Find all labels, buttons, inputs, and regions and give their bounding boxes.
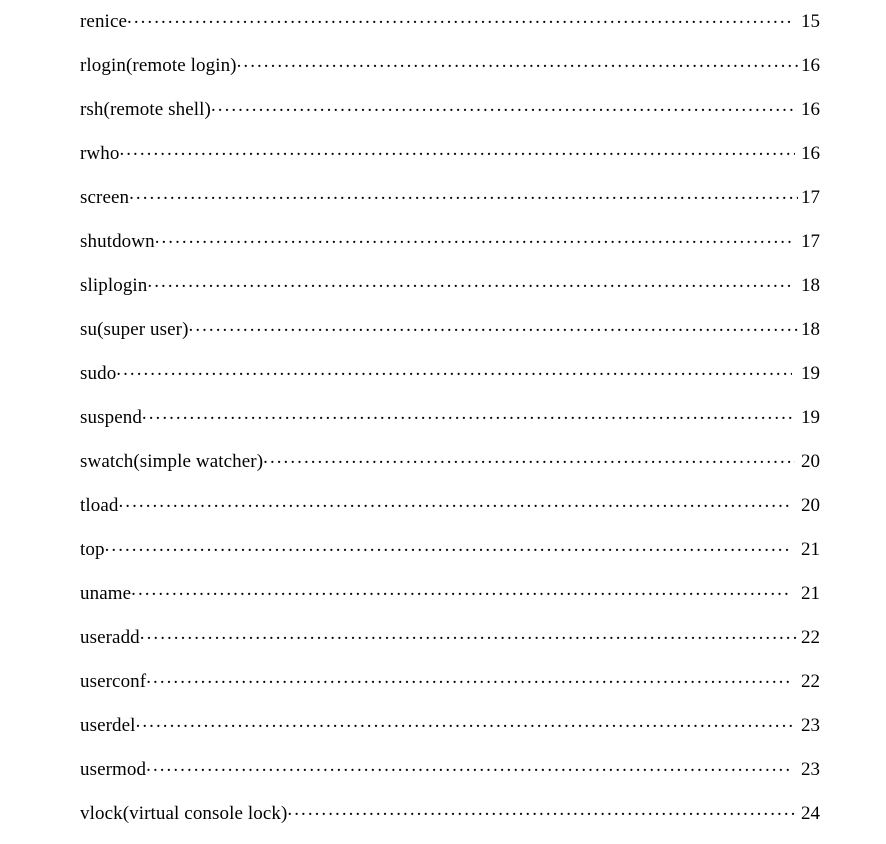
toc-entry-page-number: 19 — [801, 407, 820, 428]
toc-entry[interactable] — [80, 264, 820, 308]
toc-dot-leader — [140, 624, 798, 643]
toc-entry-page-number: 24 — [801, 803, 820, 824]
toc-entry[interactable] — [80, 308, 820, 352]
toc-entry-page-number: 17 — [801, 187, 820, 208]
toc-dot-leader — [131, 580, 792, 599]
toc-entry-page-number: 18 — [801, 319, 820, 340]
toc-entry-label: su(super user) — [80, 319, 189, 340]
toc-entry-label: rwho — [80, 143, 120, 164]
toc-entry[interactable] — [80, 748, 820, 792]
toc-entry-page-number: 22 — [801, 627, 820, 648]
toc-entry[interactable] — [80, 132, 820, 176]
toc-entry-page-number: 20 — [801, 495, 820, 516]
toc-dot-leader — [119, 140, 795, 159]
toc-entry-page-number: 23 — [801, 759, 820, 780]
toc-entry[interactable] — [80, 352, 820, 396]
toc-dot-leader — [211, 96, 795, 115]
toc-entry-label: useradd — [80, 627, 140, 648]
toc-dot-leader — [263, 448, 795, 467]
toc-entry-page-number: 18 — [801, 275, 820, 296]
toc-dot-leader — [136, 712, 795, 731]
toc-dot-leader — [155, 228, 792, 247]
toc-dot-leader — [146, 756, 792, 775]
toc-entry-label: screen — [80, 187, 130, 208]
toc-entry-label: userconf — [80, 671, 147, 692]
toc-entry-page-number: 20 — [801, 451, 820, 472]
toc-entry-page-number: 15 — [801, 11, 820, 32]
toc-entry[interactable] — [80, 0, 820, 44]
toc-entry-label: vlock(virtual console lock) — [80, 803, 288, 824]
toc-entry-label: rlogin(remote login) — [80, 55, 237, 76]
toc-entry-label: renice — [80, 11, 128, 32]
toc-dot-leader — [287, 800, 795, 819]
toc-entry[interactable] — [80, 176, 820, 220]
toc-dot-leader — [189, 316, 798, 335]
toc-entry[interactable] — [80, 396, 820, 440]
toc-entry-page-number: 16 — [801, 99, 820, 120]
toc-entry[interactable] — [80, 440, 820, 484]
toc-entry-page-number: 16 — [801, 143, 820, 164]
toc-entry-label: tload — [80, 495, 119, 516]
toc-dot-leader — [116, 360, 792, 379]
toc-entry-label: userdel — [80, 715, 136, 736]
toc-entry[interactable] — [80, 484, 820, 528]
toc-dot-leader — [147, 272, 792, 291]
toc-entry-page-number: 21 — [801, 583, 820, 604]
toc-dot-leader — [105, 536, 792, 555]
toc-entry-label: uname — [80, 583, 132, 604]
toc-entry-label: sliplogin — [80, 275, 148, 296]
toc-entry-page-number: 17 — [801, 231, 820, 252]
toc-entry-page-number: 23 — [801, 715, 820, 736]
toc-entry[interactable] — [80, 88, 820, 132]
toc-dot-leader — [146, 668, 792, 687]
toc-entry-label: rsh(remote shell) — [80, 99, 211, 120]
toc-entry[interactable] — [80, 660, 820, 704]
toc-entry[interactable] — [80, 528, 820, 572]
toc-entry-label: shutdown — [80, 231, 155, 252]
toc-entry-page-number: 19 — [801, 363, 820, 384]
toc-entry[interactable] — [80, 792, 820, 836]
toc-entry-page-number: 16 — [801, 55, 820, 76]
toc-entry[interactable] — [80, 44, 820, 88]
toc-dot-leader — [119, 492, 793, 511]
toc-dot-leader — [127, 8, 792, 27]
toc-entry[interactable] — [80, 704, 820, 748]
toc-entry-label: usermod — [80, 759, 147, 780]
toc-entry-page-number: 21 — [801, 539, 820, 560]
toc-entry-label: swatch(simple watcher) — [80, 451, 264, 472]
toc-entry[interactable] — [80, 572, 820, 616]
toc-list — [80, 0, 820, 836]
toc-entry-page-number: 22 — [801, 671, 820, 692]
toc-entry[interactable] — [80, 220, 820, 264]
toc-entry[interactable] — [80, 616, 820, 660]
toc-dot-leader — [237, 52, 798, 71]
toc-entry-label: top — [80, 539, 105, 560]
toc-entry-label: sudo — [80, 363, 117, 384]
toc-entry-label: suspend — [80, 407, 142, 428]
toc-dot-leader — [129, 184, 798, 203]
toc-dot-leader — [142, 404, 792, 423]
